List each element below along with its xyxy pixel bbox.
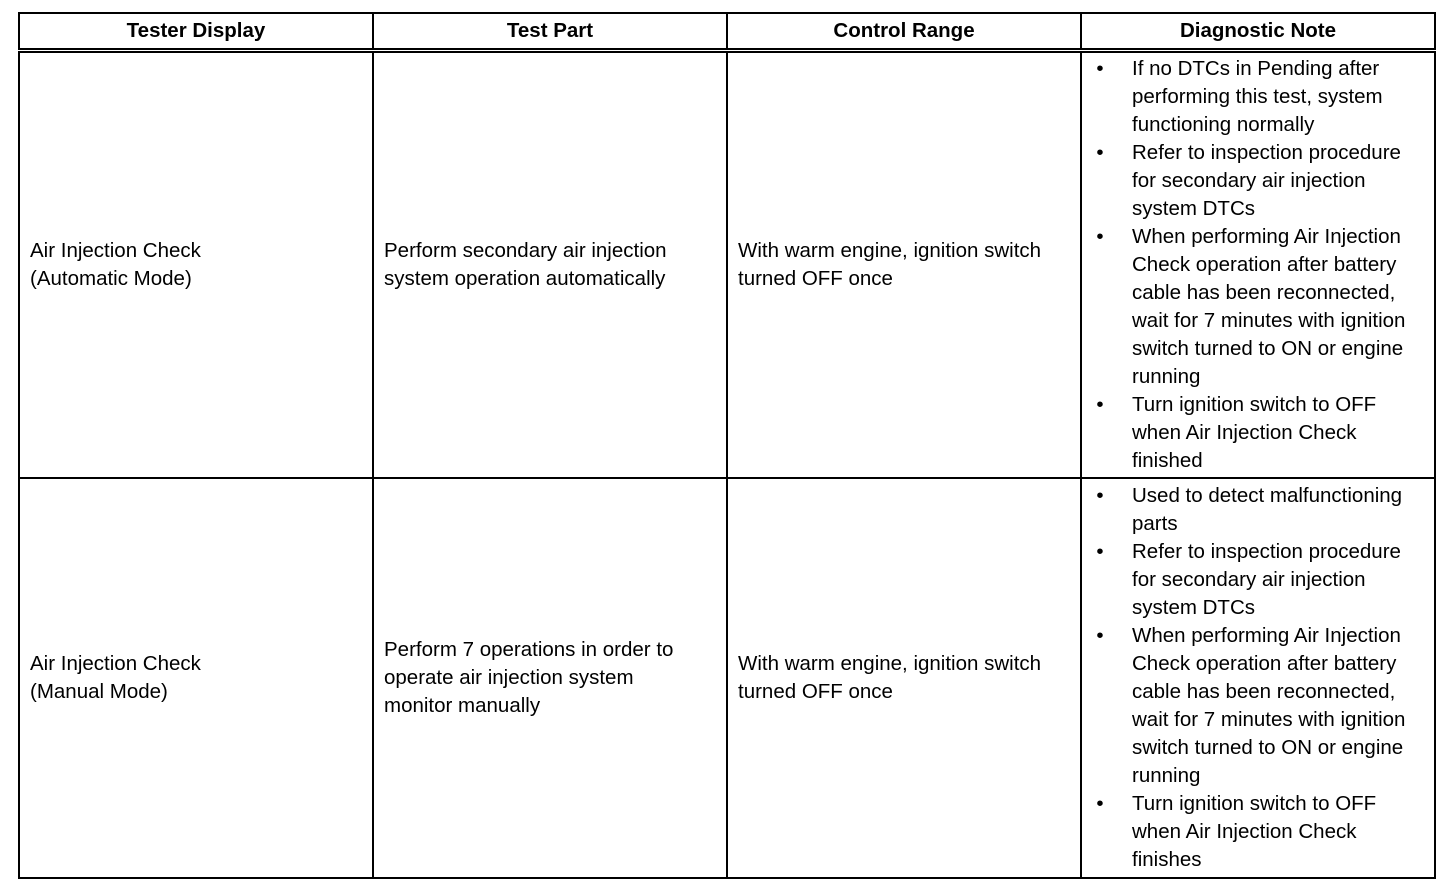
diagnostic-note-cell bbox=[1081, 478, 1435, 878]
bullet-icon: • bbox=[1096, 624, 1104, 647]
test-part-text: Perform 7 operations in order to operate air injection system monitor manually bbox=[384, 638, 674, 717]
note-item bbox=[1092, 391, 1424, 475]
note-text: Refer to inspection procedure for secondary air injection system DTCs bbox=[1132, 141, 1401, 220]
note-item bbox=[1092, 139, 1424, 223]
tester-display-line: (Automatic Mode) bbox=[30, 267, 192, 290]
bullet-icon: • bbox=[1096, 141, 1104, 164]
note-text: Refer to inspection procedure for secondary air injection system DTCs bbox=[1132, 540, 1401, 619]
note-item bbox=[1092, 55, 1424, 139]
control-range-cell bbox=[727, 51, 1081, 479]
note-item bbox=[1092, 223, 1424, 391]
diagnostic-note-list bbox=[1092, 55, 1424, 475]
table-row bbox=[19, 478, 1435, 878]
note-item bbox=[1092, 482, 1424, 538]
table-row bbox=[19, 51, 1435, 479]
note-text: Turn ignition switch to OFF when Air Injection Check finished bbox=[1132, 393, 1377, 472]
bullet-icon: • bbox=[1096, 225, 1104, 248]
test-part-text: Perform secondary air injection system operation automatically bbox=[384, 239, 667, 290]
diagnostic-note-list bbox=[1092, 482, 1424, 874]
test-part-cell bbox=[373, 478, 727, 878]
control-range-text: With warm engine, ignition switch turned OFF once bbox=[738, 239, 1042, 290]
note-text: When performing Air Injection Check operation after battery cable has been reconnected, wait for 7 minutes with ignition switch turned to ON or engine running bbox=[1132, 225, 1406, 388]
note-text: If no DTCs in Pending after performing this test, system functioning normally bbox=[1132, 57, 1383, 136]
bullet-icon: • bbox=[1096, 792, 1104, 815]
note-text: Turn ignition switch to OFF when Air Injection Check finishes bbox=[1132, 792, 1377, 871]
note-item bbox=[1092, 790, 1424, 874]
header-row bbox=[19, 13, 1435, 51]
note-text: Used to detect malfunctioning parts bbox=[1132, 484, 1403, 535]
control-range-cell bbox=[727, 478, 1081, 878]
tester-display-cell bbox=[19, 478, 373, 878]
note-item bbox=[1092, 538, 1424, 622]
tester-display-line: (Manual Mode) bbox=[30, 680, 168, 703]
bullet-icon: • bbox=[1096, 484, 1104, 507]
control-range-text: With warm engine, ignition switch turned OFF once bbox=[738, 652, 1042, 703]
header-control-range: Control Range bbox=[727, 13, 1081, 51]
tester-display-line: Air Injection Check bbox=[30, 239, 201, 262]
note-text: When performing Air Injection Check operation after battery cable has been reconnected, wait for 7 minutes with ignition switch turned to ON or engine running bbox=[1132, 624, 1406, 787]
note-item bbox=[1092, 622, 1424, 790]
diagnostic-note-cell bbox=[1081, 51, 1435, 479]
bullet-icon: • bbox=[1096, 57, 1104, 80]
bullet-icon: • bbox=[1096, 540, 1104, 563]
header-test-part: Test Part bbox=[373, 13, 727, 51]
tester-display-cell bbox=[19, 51, 373, 479]
header-tester-display: Tester Display bbox=[19, 13, 373, 51]
test-part-cell bbox=[373, 51, 727, 479]
tester-display-line: Air Injection Check bbox=[30, 652, 201, 675]
header-diagnostic-note: Diagnostic Note bbox=[1081, 13, 1435, 51]
bullet-icon: • bbox=[1096, 393, 1104, 416]
diagnostic-table bbox=[18, 12, 1436, 879]
